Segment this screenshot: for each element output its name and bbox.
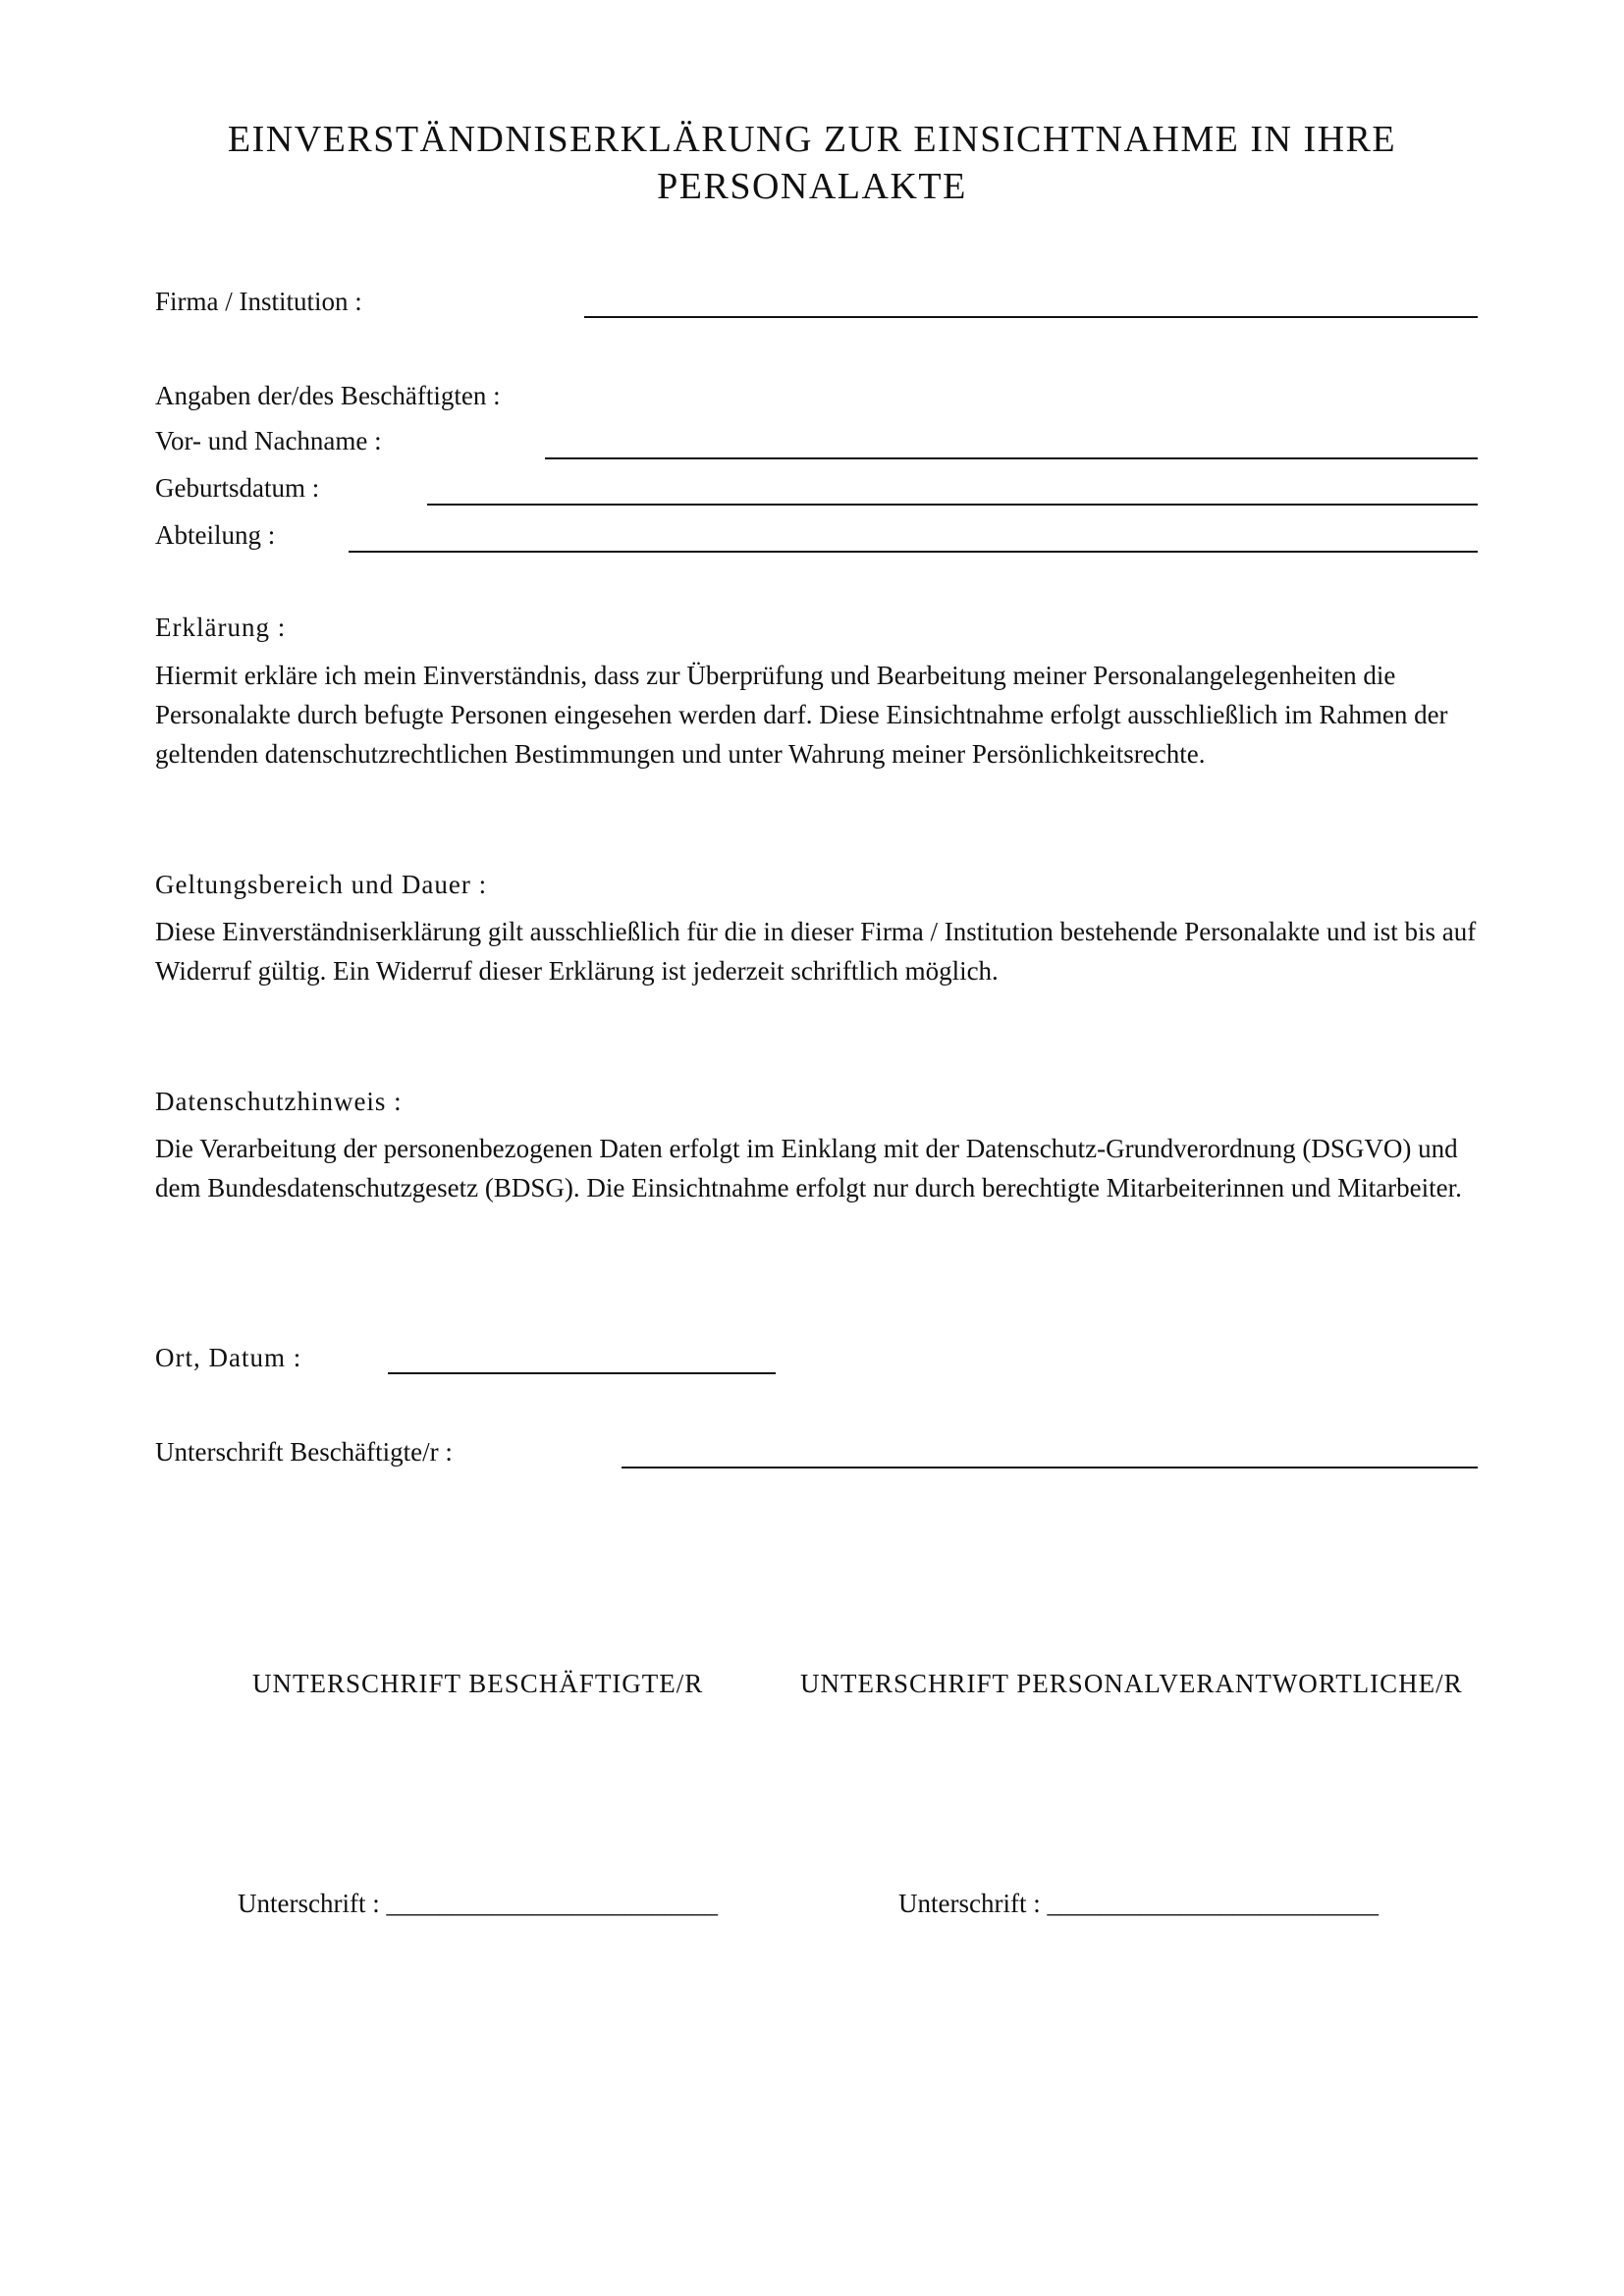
- abteilung-label: Abteilung :: [155, 520, 276, 550]
- firma-label: Firma / Institution :: [155, 287, 362, 316]
- erklaerung-text: Hiermit erkläre ich mein Einverständnis, dass zur Überprüfung und Bearbeitung meiner Personalangelegenheiten die Personalakte durch befugte Personen eingesehen werden darf. Diese Einsichtnahme erfolgt ausschließlich im Rahmen der geltenden datenschutzrechtlichen Bestimmungen und unter Wahrung meiner Persönlichkeitsrechte.: [155, 661, 1448, 769]
- signature-heading-employee: UNTERSCHRIFT BESCHÄFTIGTE/R: [252, 1669, 704, 1698]
- erklaerung-heading: Erklärung :: [155, 613, 287, 642]
- name-input-line[interactable]: [545, 457, 1478, 459]
- title-line-1: EINVERSTÄNDNISERKLÄRUNG ZUR EINSICHTNAHME IN IHRE: [227, 119, 1397, 160]
- datenschutz-text: Die Verarbeitung der personenbezogenen Daten erfolgt im Einklang mit der Datenschutz-Grundverordnung (DSGVO) und dem Bundesdatenschutzgesetz (BDSG). Die Einsichtnahme erfolgt nur durch berechtigte Mitarbeiterinnen und Mitarbeiter.: [155, 1134, 1462, 1202]
- firma-input-line[interactable]: [584, 316, 1478, 318]
- signature-line-hr[interactable]: Unterschrift : _________________________: [898, 1889, 1379, 1918]
- abteilung-input-line[interactable]: [349, 551, 1478, 553]
- unterschrift-beschaeftigte-input-line[interactable]: [622, 1467, 1478, 1468]
- geburtsdatum-input-line[interactable]: [427, 504, 1478, 506]
- ort-datum-label: Ort, Datum :: [155, 1343, 302, 1372]
- datenschutz-heading: Datenschutzhinweis :: [155, 1087, 403, 1116]
- name-label: Vor- und Nachname :: [155, 426, 382, 455]
- ort-datum-input-line[interactable]: [388, 1372, 776, 1374]
- geburtsdatum-label: Geburtsdatum :: [155, 473, 320, 503]
- document-title: [0, 116, 1624, 210]
- unterschrift-beschaeftigte-label: Unterschrift Beschäftigte/r :: [155, 1437, 453, 1467]
- angaben-heading: Angaben der/des Beschäftigten :: [155, 381, 501, 410]
- signature-heading-hr: UNTERSCHRIFT PERSONALVERANTWORTLICHE/R: [800, 1669, 1463, 1698]
- geltung-text: Diese Einverständniserklärung gilt ausschließlich für die in dieser Firma / Institution bestehende Personalakte und ist bis auf Widerruf gültig. Ein Widerruf dieser Erklärung ist jederzeit schriftlich möglich.: [155, 917, 1477, 986]
- signature-line-employee[interactable]: Unterschrift : _________________________: [238, 1889, 718, 1918]
- title-line-2: PERSONALAKTE: [657, 166, 967, 207]
- geltung-heading: Geltungsbereich und Dauer :: [155, 870, 488, 899]
